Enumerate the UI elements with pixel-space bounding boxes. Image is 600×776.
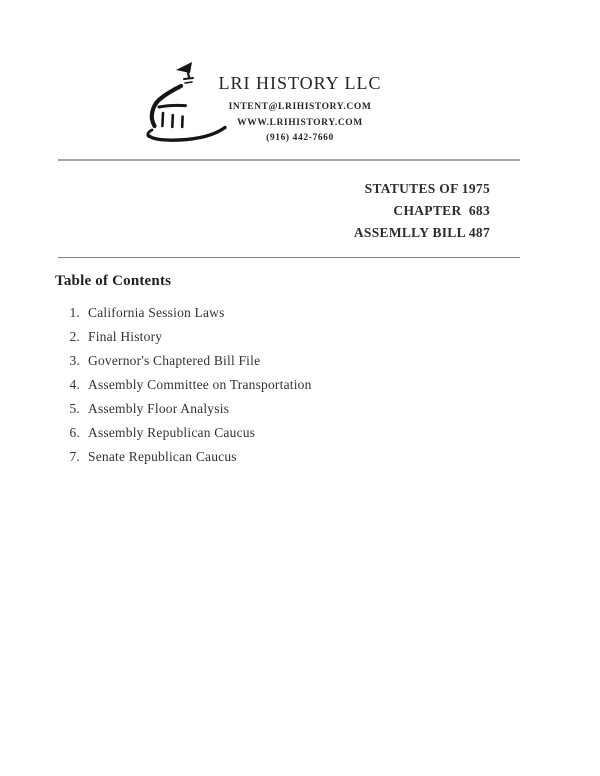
toc-item-label: California Session Laws [88, 305, 225, 320]
toc-item-number: 5. [69, 401, 80, 416]
toc-item-label: Senate Republican Caucus [88, 449, 237, 464]
toc-item-label: Assembly Republican Caucus [88, 425, 256, 440]
chapter-line: CHAPTER 683 [393, 203, 490, 218]
letterhead [150, 73, 450, 147]
toc-item-number: 4. [69, 377, 80, 392]
toc-item-number: 2. [69, 329, 80, 344]
bill-line: ASSEMLLY BILL 487 [353, 225, 490, 240]
toc-item [68, 305, 488, 321]
email-text: INTENT@LRIHISTORY.COM [228, 102, 372, 112]
website-text: WWW.LRIHISTORY.COM [237, 117, 363, 128]
toc-item [68, 377, 488, 393]
contact-block [150, 100, 450, 147]
toc-item-number: 1. [69, 305, 80, 320]
toc-list [68, 305, 488, 473]
toc-heading: Table of Contents [55, 273, 172, 289]
toc-item-number: 6. [69, 425, 80, 440]
toc-item [68, 401, 488, 417]
statutes-line: STATUTES OF 1975 [364, 181, 490, 196]
toc-item [68, 353, 488, 369]
toc-item-label: Governor's Chaptered Bill File [88, 353, 261, 368]
toc-item [68, 329, 488, 345]
reference-divider-rule [58, 257, 520, 258]
toc-item-number: 3. [69, 353, 80, 368]
logo-flag [176, 62, 192, 73]
toc-item-label: Assembly Floor Analysis [88, 401, 230, 416]
toc-item-number: 7. [69, 449, 80, 464]
bill-reference-block [354, 178, 490, 244]
toc-item [68, 449, 488, 465]
company-name: LRI HISTORY LLC [218, 73, 382, 93]
toc-item-label: Assembly Committee on Transportation [88, 377, 312, 392]
toc-item [68, 425, 488, 441]
header-divider-rule [58, 159, 520, 161]
phone-text: (916) 442-7660 [266, 133, 334, 143]
toc-item-label: Final History [88, 329, 163, 344]
